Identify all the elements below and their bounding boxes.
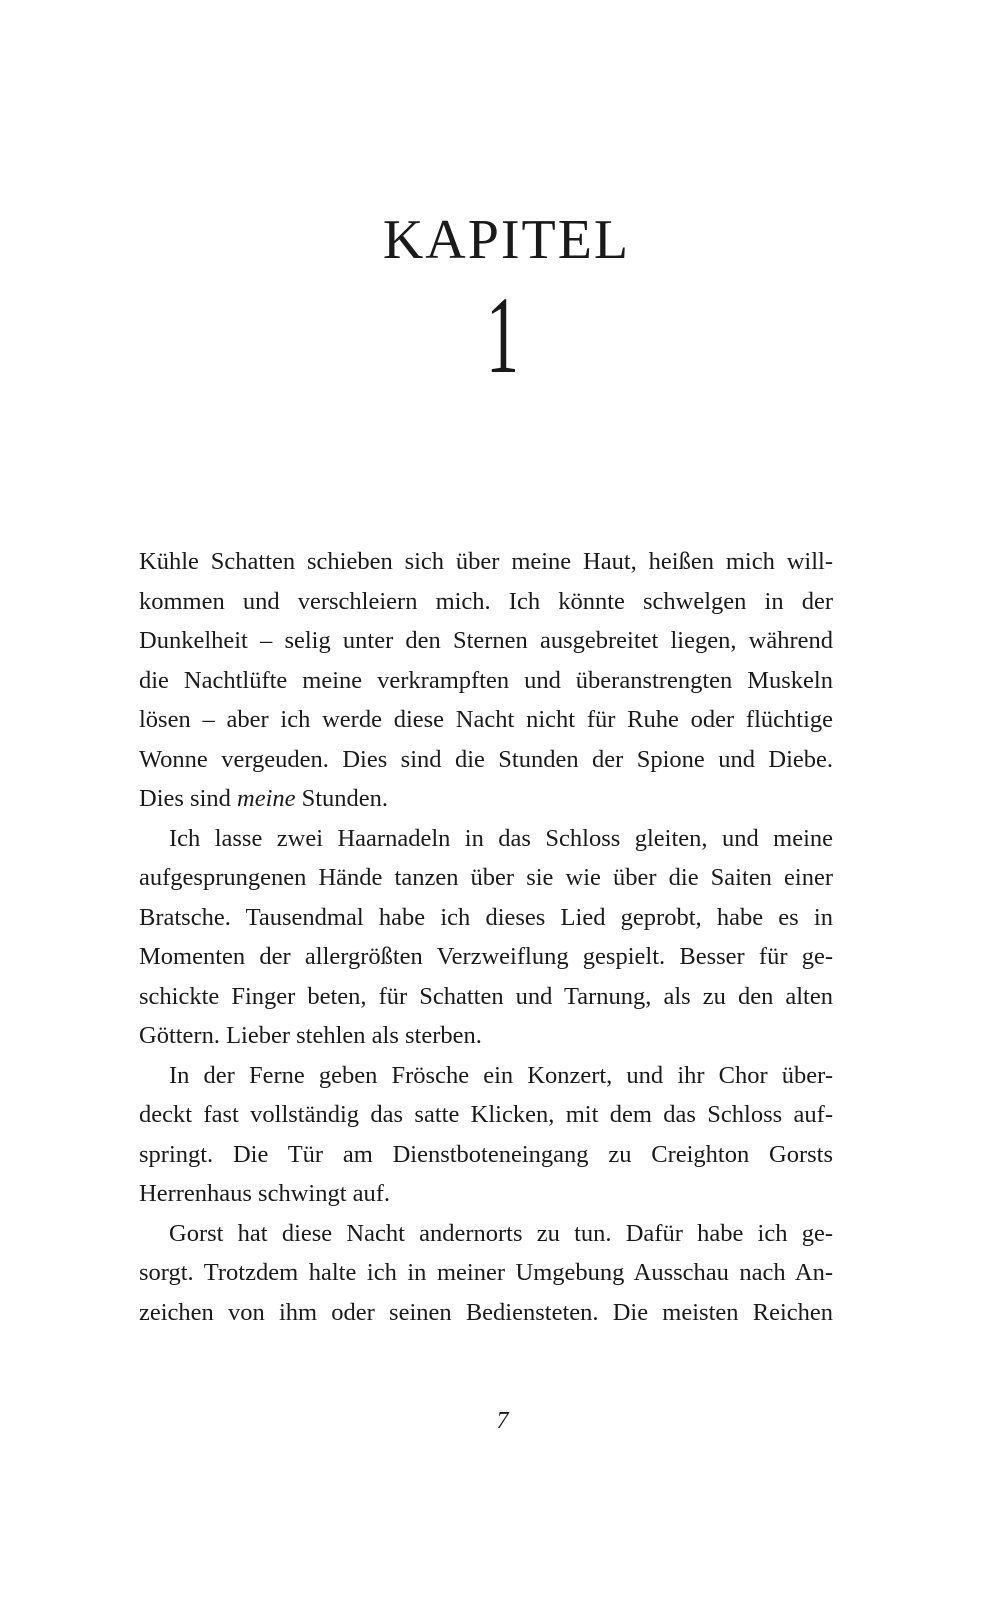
text-line: sorgt. Trotzdem halte ich in meiner Umgebung Ausschau nach An- — [139, 1259, 833, 1286]
italic-line-before: Dies sind — [139, 785, 237, 812]
text-line: lösen – aber ich werde diese Nacht nicht für Ruhe oder flüchtige — [139, 706, 833, 733]
text-line: Dunkelheit – selig unter den Sternen ausgebreitet liegen, während — [139, 627, 833, 654]
text-line: Bratsche. Tausendmal habe ich dieses Lied geprobt, habe es in — [139, 903, 833, 931]
chapter-heading — [0, 209, 1005, 396]
text-line: Göttern. Lieber stehlen als sterben. — [139, 1022, 482, 1049]
chapter-label: KAPITEL — [382, 209, 631, 271]
text-line: kommen und verschleiern mich. Ich könnte schwelgen in der — [139, 587, 833, 615]
text-line-italic — [139, 779, 833, 819]
text-line: springt. Die Tür am Dienstboteneingang zu Creighton Gorsts — [139, 1140, 833, 1168]
italic-line-after: Stunden. — [295, 785, 389, 812]
text-line: zeichen von ihm oder seinen Bediensteten. Die meisten Reichen — [139, 1298, 833, 1326]
italic-word: meine — [237, 785, 296, 812]
text-line: Momenten der allergrößten Verzweiflung gespielt. Besser für ge- — [139, 943, 833, 970]
page-number: 7 — [496, 1408, 509, 1434]
text-line: die Nachtlüfte meine verkrampften und überanstrengten Muskeln — [139, 666, 833, 694]
chapter-body-text — [139, 542, 833, 1332]
text-line: deckt fast vollständig das satte Klicken, mit dem das Schloss auf- — [139, 1101, 833, 1128]
text-line: schickte Finger beten, für Schatten und Tarnung, als zu den alten — [139, 982, 833, 1010]
text-line: aufgesprungenen Hände tanzen über sie wie über die Saiten einer — [139, 864, 833, 891]
text-line: Herrenhaus schwingt auf. — [139, 1180, 391, 1207]
text-line: Kühle Schatten schieben sich über meine Haut, heißen mich will- — [139, 548, 833, 575]
text-line: Gorst hat diese Nacht andernorts zu tun. Dafür habe ich ge- — [169, 1219, 833, 1247]
text-line: Wonne vergeuden. Dies sind die Stunden der Spione und Diebe. — [139, 745, 833, 773]
chapter-number: 1 — [486, 274, 519, 396]
text-line: Ich lasse zwei Haarnadeln in das Schloss gleiten, und meine — [169, 824, 833, 852]
text-line: In der Ferne geben Frösche ein Konzert, und ihr Chor über- — [169, 1061, 833, 1089]
